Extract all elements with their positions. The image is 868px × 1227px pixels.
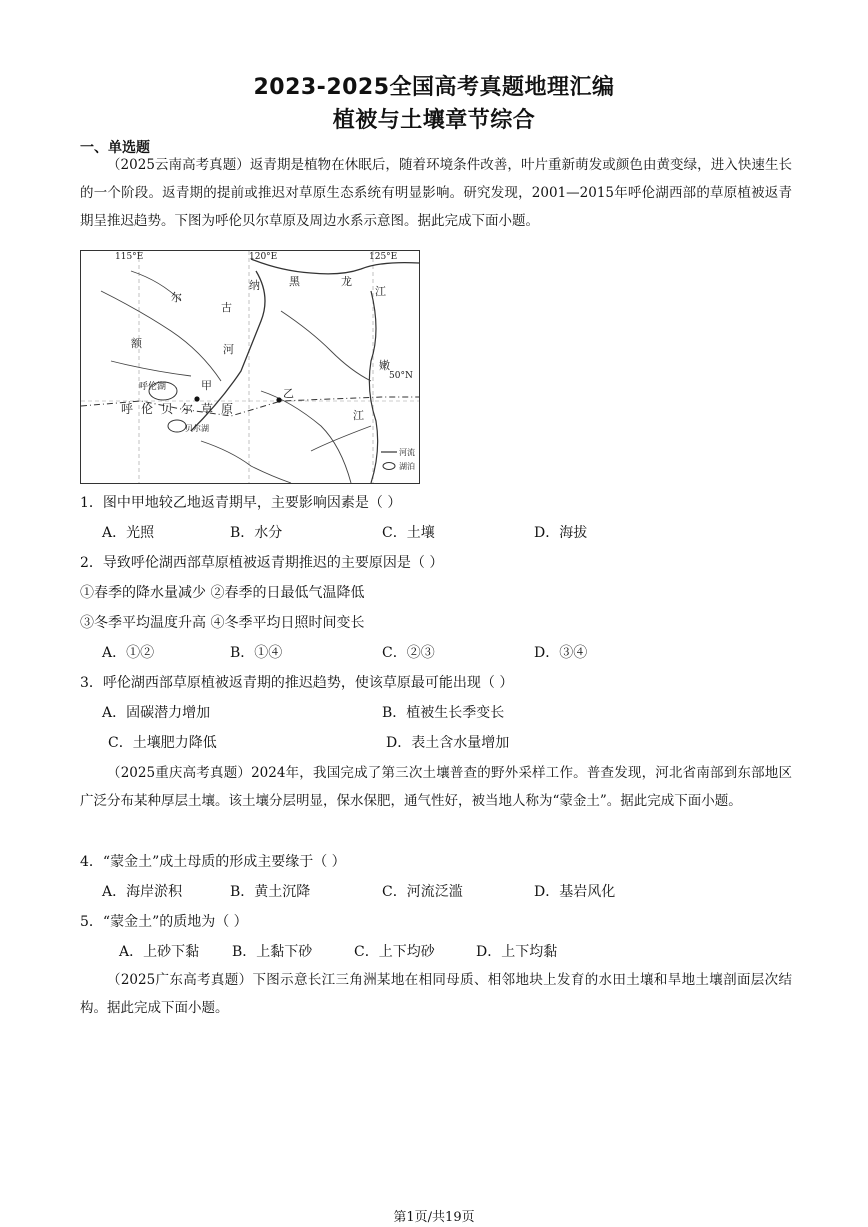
passage-1: （2025云南高考真题）返青期是植物在休眠后，随着环境条件改善，叶片重新萌发或颜色由黄变绿，进入快速生长的一个阶段。返青期的提前或推迟对草原生态系统有明显影响。研究发现，2001—2015年呼伦湖西部的草原植被返青期呈推迟趋势。下图为呼伦贝尔草原及周边水系示意图。据此完成下面小题。: [80, 157, 792, 229]
q2-option-b: B．①④: [230, 645, 283, 661]
hulunbuir-map: [80, 250, 420, 484]
svg-text:古: 古: [221, 301, 232, 314]
q1-option-a: A．光照: [102, 525, 155, 541]
svg-text:伦: 伦: [141, 402, 154, 416]
q1-option-d: D．海拔: [534, 525, 588, 541]
q1-option-b: B．水分: [230, 525, 283, 541]
q4-option-d: D．基岩风化: [534, 884, 616, 900]
q4-option-c: C．河流泛滥: [382, 884, 463, 900]
page-number: 第1页/共19页: [393, 1210, 475, 1225]
svg-text:龙: 龙: [341, 275, 352, 288]
q2-option-d: D．③④: [534, 645, 588, 661]
passage-2: （2025重庆高考真题）2024年，我国完成了第三次土壤普查的野外采样工作。普查发现，河北省南部到东部地区广泛分布某种厚层土壤。该土壤分层明显，保水保肥，通气性好，被当地人称为“蒙金土”。据此完成下面小题。: [80, 765, 792, 809]
svg-text:贝: 贝: [161, 402, 174, 416]
passage-3: （2025广东高考真题）下图示意长江三角洲某地在相同母质、相邻地块上发育的水田土壤和旱地土壤剖面层次结构。据此完成下面小题。: [80, 972, 792, 1016]
q3-option-a: A．固碳潜力增加: [102, 705, 211, 721]
svg-text:额: 额: [131, 337, 142, 350]
question-1: 1．图中甲地较乙地返青期早，主要影响因素是（ ）: [80, 495, 402, 511]
svg-text:尔: 尔: [181, 402, 194, 416]
svg-text:草: 草: [201, 402, 214, 416]
q2-items-1: ①春季的降水量减少 ②春季的日最低气温降低: [80, 585, 365, 601]
svg-text:黑: 黑: [289, 275, 300, 288]
svg-text:呼伦湖: 呼伦湖: [139, 382, 167, 392]
lon-label-115: 115°E: [115, 252, 144, 262]
svg-text:尔: 尔: [171, 291, 182, 304]
svg-text:嫩: 嫩: [379, 359, 390, 372]
question-3: 3．呼伦湖西部草原植被返青期的推迟趋势，使该草原最可能出现（ ）: [80, 675, 514, 691]
q2-items-2: ③冬季平均温度升高 ④冬季平均日照时间变长: [80, 615, 365, 631]
question-2: 2．导致呼伦湖西部草原植被返青期推迟的主要原因是（ ）: [80, 555, 444, 571]
legend-lake: 湖泊: [399, 462, 415, 471]
document-title: 2023-2025全国高考真题地理汇编: [253, 75, 615, 100]
q5-option-a: A．上砂下黏: [119, 944, 200, 960]
lon-label-120: 120°E: [249, 252, 278, 262]
q5-option-c: C．上下均砂: [354, 944, 435, 960]
svg-text:乙: 乙: [283, 387, 294, 400]
svg-text:河: 河: [223, 343, 234, 356]
q3-option-d: D．表土含水量增加: [386, 735, 510, 751]
q2-option-a: A．①②: [102, 645, 155, 661]
svg-text:呼: 呼: [121, 402, 134, 416]
svg-text:甲: 甲: [201, 379, 212, 392]
svg-text:贝尔湖: 贝尔湖: [185, 424, 209, 433]
q4-option-b: B．黄土沉降: [230, 884, 311, 900]
svg-text:江: 江: [375, 285, 386, 298]
q2-option-c: C．②③: [382, 645, 435, 661]
svg-text:江: 江: [353, 409, 364, 422]
legend-river: 河流: [399, 448, 415, 457]
q5-option-d: D．上下均黏: [476, 944, 558, 960]
svg-text:纳: 纳: [249, 279, 260, 292]
q3-option-c: C．土壤肥力降低: [108, 735, 217, 751]
question-4: 4．“蒙金土”成土母质的形成主要缘于（ ）: [80, 854, 346, 870]
lat-label-50: 50°N: [389, 371, 413, 381]
q1-option-c: C．土壤: [382, 525, 435, 541]
lon-label-125: 125°E: [369, 252, 398, 262]
q5-option-b: B．上黏下砂: [232, 944, 313, 960]
q4-option-a: A．海岸淤积: [102, 884, 183, 900]
section-heading: 一、单选题: [80, 140, 150, 156]
question-5: 5．“蒙金土”的质地为（ ）: [80, 914, 248, 930]
svg-text:原: 原: [221, 402, 234, 416]
q3-option-b: B．植被生长季变长: [382, 705, 505, 721]
document-subtitle: 植被与土壤章节综合: [332, 108, 536, 133]
